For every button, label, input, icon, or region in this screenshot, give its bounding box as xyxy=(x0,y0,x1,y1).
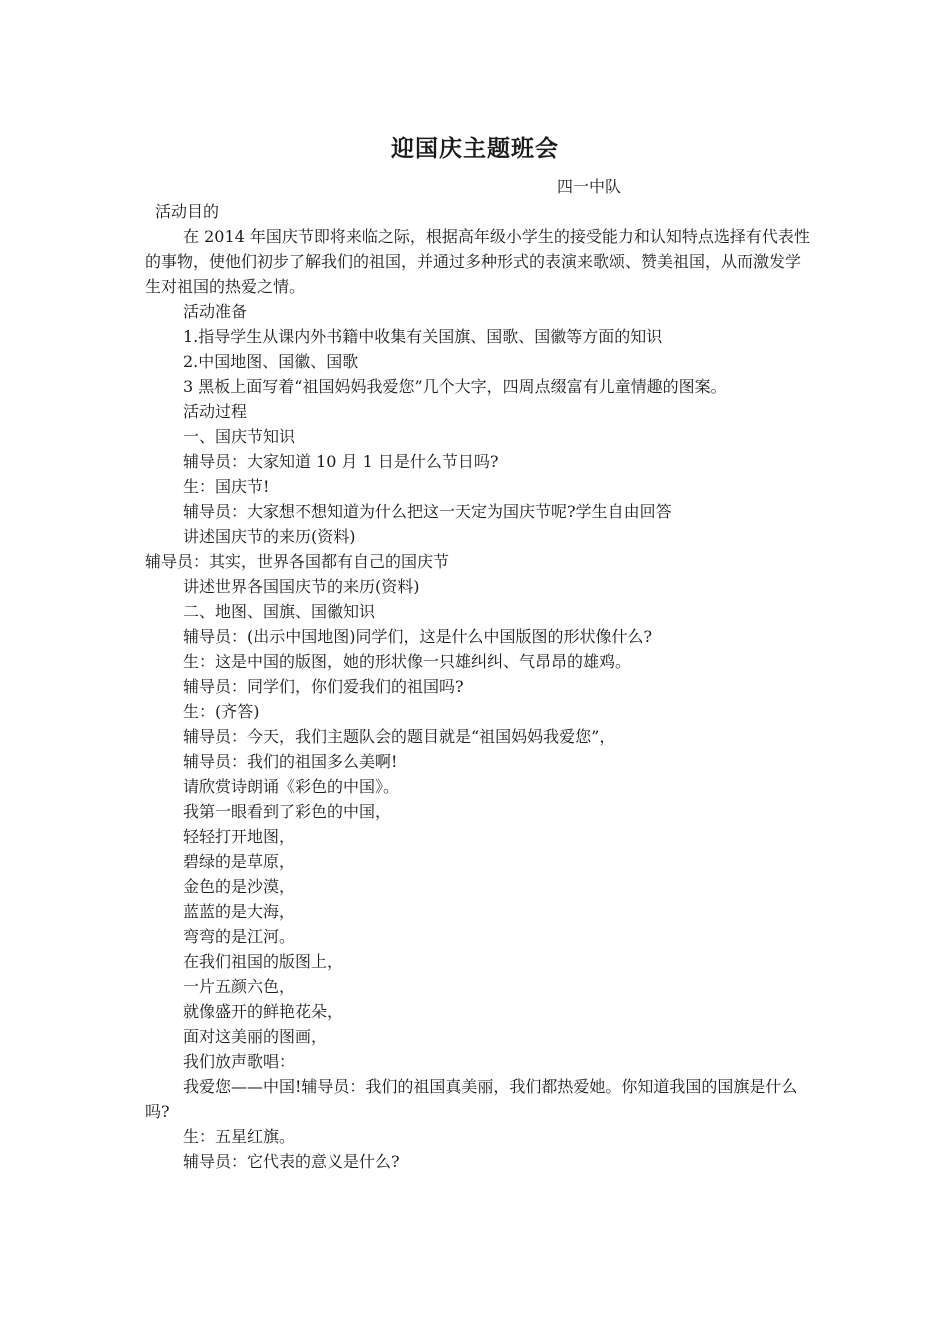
section-heading: 活动准备 xyxy=(183,302,248,321)
dialogue-line: 生：五星红旗。 xyxy=(183,1127,296,1146)
document-title: 迎国庆主题班会 xyxy=(391,136,559,162)
dialogue-line: 讲述国庆节的来历(资料) xyxy=(183,527,356,546)
section-heading: 活动过程 xyxy=(183,402,248,421)
list-item: 1.指导学生从课内外书籍中收集有关国旗、国歌、国徽等方面的知识 xyxy=(183,327,663,346)
dialogue-line: 辅导员：其实，世界各国都有自己的国庆节 xyxy=(145,552,450,571)
dialogue-line: 辅导员：今天，我们主题队会的题目就是“祖国妈妈我爱您”， xyxy=(183,727,616,746)
poem-line: 我第一眼看到了彩色的中国， xyxy=(183,802,392,821)
poem-line: 在我们祖国的版图上， xyxy=(183,952,344,971)
dialogue-line: 讲述世界各国国庆节的来历(资料) xyxy=(183,577,420,596)
poem-line: 金色的是沙漠， xyxy=(183,877,296,896)
dialogue-line: 辅导员：(出示中国地图)同学们，这是什么中国版图的形状像什么? xyxy=(183,627,653,646)
dialogue-line: 生：国庆节! xyxy=(183,477,270,496)
poem-line: 一片五颜六色， xyxy=(183,977,296,996)
poem-line: 面对这美丽的图画， xyxy=(183,1027,328,1046)
subsection-heading: 一、国庆节知识 xyxy=(183,427,296,446)
paragraph: 在 2014 年国庆节即将来临之际，根据高年级小学生的接受能力和认知特点选择有代表性的事物，使他们初步了解我们的祖国，并通过多种形式的表演来歌颂、赞美祖国，从而激发学生对祖国的热爱之情。 xyxy=(145,227,810,296)
poem-line: 弯弯的是江河。 xyxy=(183,927,296,946)
dialogue-line: 请欣赏诗朗诵《彩色的中国》。 xyxy=(183,777,400,796)
poem-line: 碧绿的是草原， xyxy=(183,852,296,871)
subsection-heading: 二、地图、国旗、国徽知识 xyxy=(183,602,376,621)
list-item: 3 黑板上面写着“祖国妈妈我爱您”几个大字，四周点缀富有儿童情趣的图案。 xyxy=(183,377,727,396)
dialogue-line: 辅导员：大家想不想知道为什么把这一天定为国庆节呢?学生自由回答 xyxy=(183,502,672,521)
poem-line: 蓝蓝的是大海， xyxy=(183,902,296,921)
dialogue-line: 辅导员：它代表的意义是什么? xyxy=(183,1152,400,1171)
dialogue-line: 生：这是中国的版图，她的形状像一只雄纠纠、气昂昂的雄鸡。 xyxy=(183,652,632,671)
section-heading: 活动目的 xyxy=(155,202,220,221)
dialogue-line: 我爱您——中国!辅导员：我们的祖国真美丽，我们都热爱她。你知道我国的国旗是什么吗? xyxy=(145,1077,798,1121)
document-subtitle: 四一中队 xyxy=(557,177,622,196)
dialogue-line: 辅导员：同学们，你们爱我们的祖国吗? xyxy=(183,677,464,696)
dialogue-line: 辅导员：我们的祖国多么美啊! xyxy=(183,752,398,771)
poem-line: 我们放声歌唱： xyxy=(183,1052,296,1071)
document-body xyxy=(145,199,815,1174)
dialogue-line: 辅导员：大家知道 10 月 1 日是什么节日吗? xyxy=(183,452,499,471)
list-item: 2.中国地图、国徽、国歌 xyxy=(183,352,359,371)
dialogue-line: 生：(齐答) xyxy=(183,702,260,721)
poem-line: 就像盛开的鲜艳花朵， xyxy=(183,1002,344,1021)
poem-line: 轻轻打开地图， xyxy=(183,827,296,846)
